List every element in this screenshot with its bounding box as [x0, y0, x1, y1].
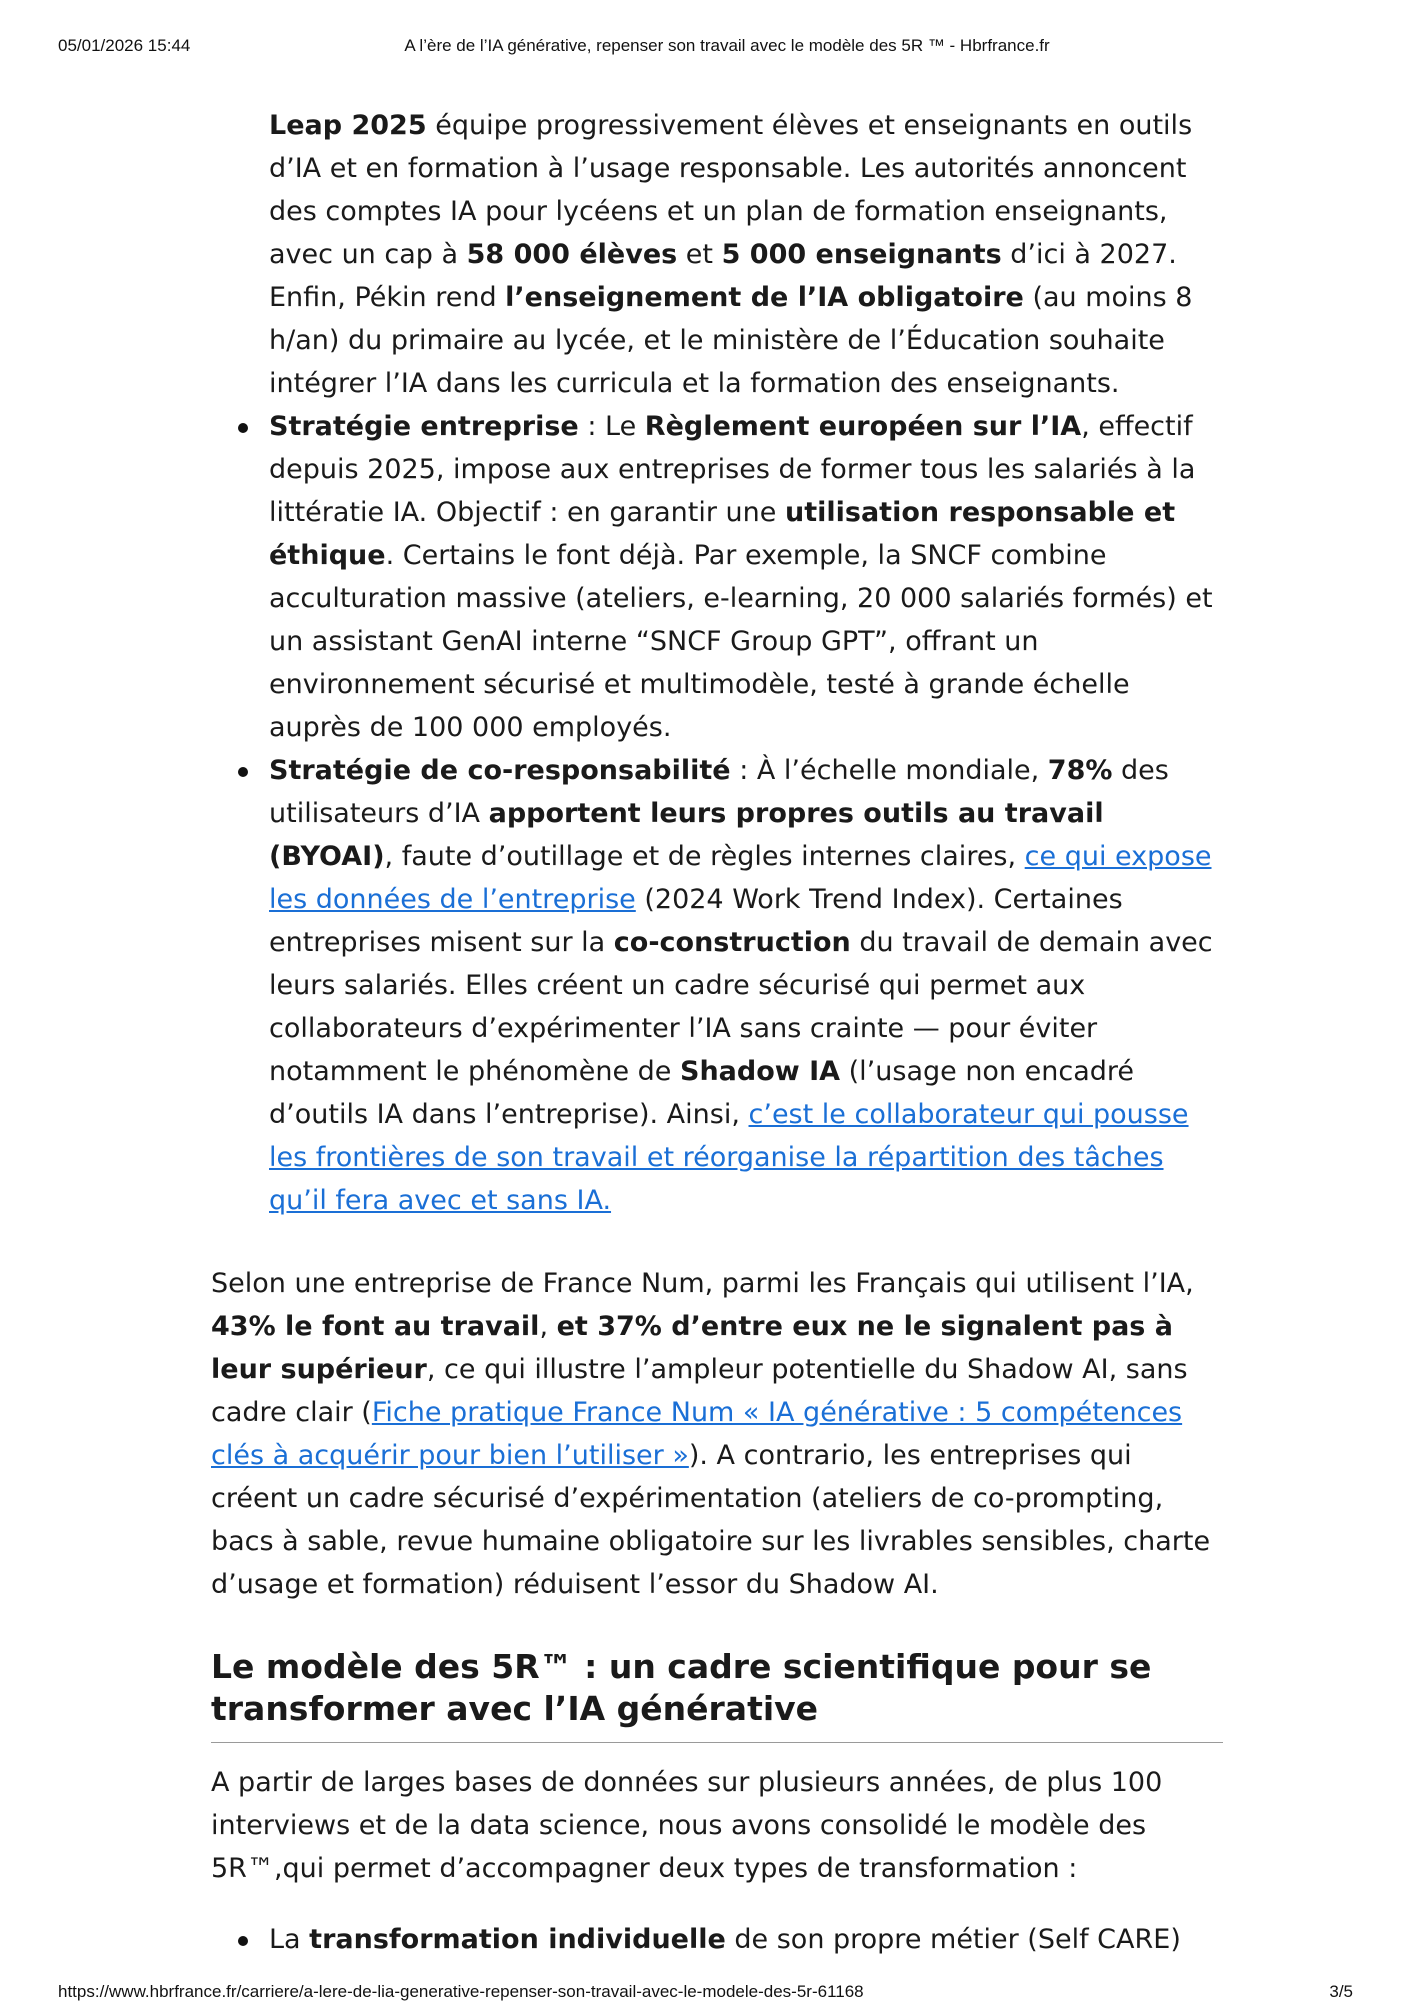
bold-text: Stratégie entreprise: [269, 411, 579, 442]
link-collaborator-frontiers[interactable]: c’est le collaborateur qui pousse les frontières de son travail et réorganise la répartition des tâches qu’il fera avec et sans IA.: [269, 1099, 1189, 1216]
section-heading: Le modèle des 5R™ : un cadre scientifique pour se transformer avec l’IA générative: [211, 1646, 1223, 1743]
link-france-num-fiche[interactable]: Fiche pratique France Num « IA générative : 5 compétences clés à acquérir pour bien l’utiliser »: [211, 1397, 1183, 1471]
bold-text: co-construction: [613, 927, 851, 958]
bold-text: 78%: [1047, 755, 1113, 786]
bold-text: apportent leurs propres outils au travail (BYOAI): [269, 798, 1104, 872]
page-number: 3/5: [1329, 1982, 1353, 2001]
bold-text: et 37% d’entre eux ne le signalent pas à leur supérieur: [211, 1311, 1173, 1385]
bold-text: 43% le font au travail: [211, 1311, 540, 1342]
article-body: [211, 104, 1221, 1961]
print-page-title: A l’ère de l’IA générative, repenser son travail avec le modèle des 5R ™ - Hbrfrance.fr: [404, 36, 1050, 55]
bold-text: Shadow IA: [680, 1056, 841, 1087]
bold-text: Leap 2025: [269, 110, 427, 141]
bold-text: 5 000 enseignants: [721, 239, 1002, 270]
list-item-strategy-enterprise: Stratégie entreprise : Le Règlement européen sur l’IA, effectif depuis 2025, impose aux entreprises de former tous les salariés à la littératie IA. Objectif : en garantir une utilisation responsable et éthique. Certains le font déjà. Par exemple, la SNCF combine acculturation massive (ateliers, e-learning, 20 000 salariés formés) et un assistant GenAI interne “SNCF Group GPT”, offrant un environnement sécurisé et multimodèle, testé à grande échelle auprès de 100 000 employés.: [269, 405, 1221, 749]
print-url: https://www.hbrfrance.fr/carriere/a-lere-de-lia-generative-repenser-son-travail-avec-le-modele-des-5r-61168: [58, 1982, 864, 2001]
link-data-exposure[interactable]: ce qui expose les données de l’entreprise: [269, 841, 1212, 915]
paragraph-france-num: Selon une entreprise de France Num, parmi les Français qui utilisent l’IA, 43% le font au travail, et 37% d’entre eux ne le signalent pas à leur supérieur, ce qui illustre l’ampleur potentielle du Shadow AI, sans cadre clair (Fiche pratique France Num « IA générative : 5 compétences clés à acquérir pour bien l’utiliser »). A contrario, les entreprises qui créent un cadre sécurisé d’expérimentation (ateliers de co-prompting, bacs à sable, revue humaine obligatoire sur les livrables sensibles, charte d’usage et formation) réduisent l’essor du Shadow AI.: [211, 1268, 1211, 1600]
bold-text: l’enseignement de l’IA obligatoire: [505, 282, 1024, 313]
bold-text: utilisation responsable et éthique: [269, 497, 1176, 571]
paragraph-model: A partir de larges bases de données sur plusieurs années, de plus 100 interviews et de la data science, nous avons consolidé le modèle des 5R™,qui permet d’accompagner deux types de transformation :: [211, 1767, 1163, 1884]
bold-text: Règlement européen sur l’IA: [644, 411, 1082, 442]
bold-text: Stratégie de co-responsabilité: [269, 755, 731, 786]
print-datetime: 05/01/2026 15:44: [58, 36, 191, 55]
strategy-list: [211, 104, 1221, 1222]
transformation-list: [211, 1918, 1221, 1961]
list-item-individual-transformation: La transformation individuelle de son propre métier (Self CARE): [269, 1918, 1221, 1961]
list-item-continuation: Leap 2025 équipe progressivement élèves et enseignants en outils d’IA et en formation à l’usage responsable. Les autorités annoncent des comptes IA pour lycéens et un plan de formation enseignants, avec un cap à 58 000 élèves et 5 000 enseignants d’ici à 2027. Enfin, Pékin rend l’enseignement de l’IA obligatoire (au moins 8 h/an) du primaire au lycée, et le ministère de l’Éducation souhaite intégrer l’IA dans les curricula et la formation des enseignants.: [269, 110, 1193, 399]
bold-text: 58 000 élèves: [466, 239, 678, 270]
list-item-strategy-coresponsibility: Stratégie de co-responsabilité : À l’échelle mondiale, 78% des utilisateurs d’IA apportent leurs propres outils au travail (BYOAI), faute d’outillage et de règles internes claires, ce qui expose les données de l’entreprise (2024 Work Trend Index). Certaines entreprises misent sur la co-construction du travail de demain avec leurs salariés. Elles créent un cadre sécurisé qui permet aux collaborateurs d’expérimenter l’IA sans crainte — pour éviter notamment le phénomène de Shadow IA (l’usage non encadré d’outils IA dans l’entreprise). Ainsi, c’est le collaborateur qui pousse les frontières de son travail et réorganise la répartition des tâches qu’il fera avec et sans IA.: [269, 749, 1221, 1222]
bold-text: transformation individuelle: [309, 1924, 726, 1955]
